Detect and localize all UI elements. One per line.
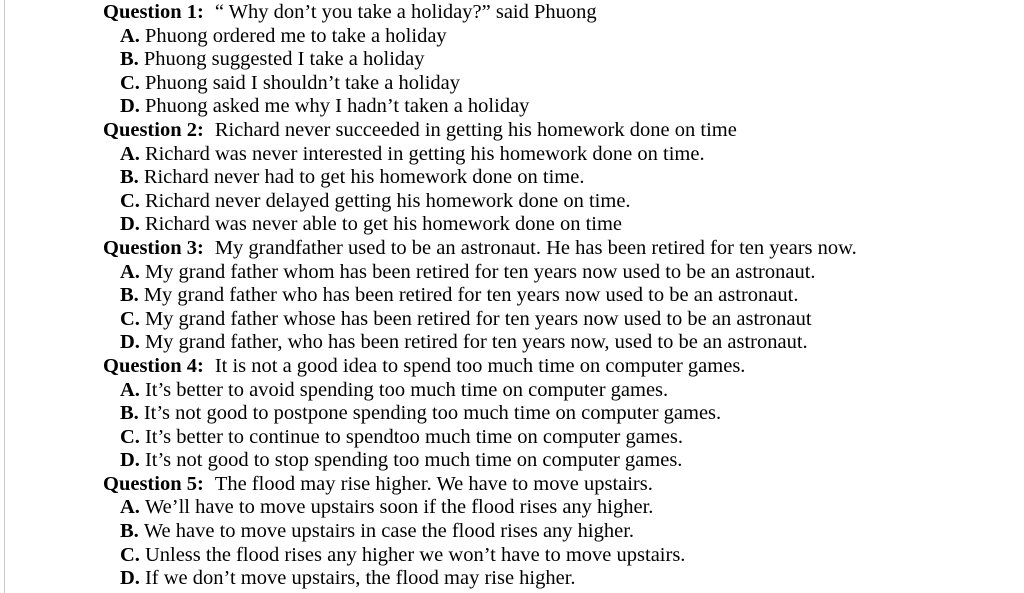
question-4-option-a xyxy=(103,379,1003,403)
option-letter: B. xyxy=(120,520,139,543)
question-1-option-d xyxy=(103,95,1003,119)
option-letter: D. xyxy=(120,213,140,236)
option-text: Richard never had to get his homework done on time. xyxy=(143,166,585,189)
option-letter: B. xyxy=(120,402,139,425)
option-letter: B. xyxy=(120,284,139,307)
question-4-option-c xyxy=(103,426,1003,450)
question-label: Question 2: xyxy=(103,118,204,141)
question-label: Question 5: xyxy=(103,472,204,495)
question-5-option-a xyxy=(103,496,1003,520)
option-letter: D. xyxy=(120,331,140,354)
option-text: If we don’t move upstairs, the flood may rise higher. xyxy=(144,567,576,590)
option-text: Richard was never able to get his homework done on time xyxy=(144,213,623,236)
question-label: Question 4: xyxy=(103,354,204,377)
option-letter: D. xyxy=(120,449,140,472)
option-text: Richard was never interested in getting his homework done on time. xyxy=(144,142,705,165)
option-letter: B. xyxy=(120,48,139,71)
question-5 xyxy=(103,473,1003,497)
option-text: Phuong suggested I take a holiday xyxy=(143,48,425,71)
option-text: We have to move upstairs in case the flood rises any higher. xyxy=(143,520,635,543)
question-4-option-b xyxy=(103,402,1003,426)
question-3-option-a xyxy=(103,261,1003,285)
question-4-option-d xyxy=(103,449,1003,473)
option-letter: B. xyxy=(120,166,139,189)
question-2 xyxy=(103,119,1003,143)
question-5-option-d xyxy=(103,567,1003,591)
option-text: My grand father who has been retired for ten years now used to be an astronaut. xyxy=(143,284,799,307)
option-letter: C. xyxy=(120,307,140,330)
option-text: Phuong asked me why I hadn’t taken a holiday xyxy=(144,95,530,118)
question-1-option-b xyxy=(103,48,1003,72)
option-letter: A. xyxy=(120,24,140,47)
option-text: It’s better to avoid spending too much time on computer games. xyxy=(144,378,669,401)
option-text: My grand father whom has been retired for ten years now used to be an astronaut. xyxy=(144,260,816,283)
question-prompt: “ Why don’t you take a holiday?” said Phuong xyxy=(214,1,597,23)
question-prompt: Richard never succeeded in getting his homework done on time xyxy=(214,118,737,141)
option-letter: D. xyxy=(120,567,140,590)
question-prompt: My grandfather used to be an astronaut. He has been retired for ten years now. xyxy=(214,236,857,259)
question-3 xyxy=(103,237,1003,261)
question-document xyxy=(103,1,1003,591)
option-text: Unless the flood rises any higher we won’t have to move upstairs. xyxy=(144,543,686,566)
option-letter: A. xyxy=(120,378,140,401)
question-3-option-b xyxy=(103,284,1003,308)
option-letter: C. xyxy=(120,189,140,212)
question-label: Question 3: xyxy=(103,236,204,259)
question-label: Question 1: xyxy=(103,1,204,23)
question-4 xyxy=(103,355,1003,379)
question-2-option-c xyxy=(103,190,1003,214)
question-prompt: It is not a good idea to spend too much time on computer games. xyxy=(214,354,746,377)
option-text: It’s not good to stop spending too much time on computer games. xyxy=(144,449,683,472)
option-text: My grand father whose has been retired for ten years now used to be an astronaut xyxy=(144,307,812,330)
option-letter: C. xyxy=(120,71,140,94)
option-text: We’ll have to move upstairs soon if the flood rises any higher. xyxy=(144,496,654,519)
question-1 xyxy=(103,1,1003,25)
option-text: It’s better to continue to spendtoo much time on computer games. xyxy=(144,425,683,448)
question-2-option-b xyxy=(103,166,1003,190)
option-text: It’s not good to postpone spending too much time on computer games. xyxy=(143,402,722,425)
option-letter: A. xyxy=(120,260,140,283)
page-left-edge xyxy=(4,0,5,593)
option-letter: C. xyxy=(120,425,140,448)
question-2-option-a xyxy=(103,143,1003,167)
option-letter: A. xyxy=(120,142,140,165)
option-letter: C. xyxy=(120,543,140,566)
option-text: My grand father, who has been retired for ten years now, used to be an astronaut. xyxy=(144,331,808,354)
option-letter: D. xyxy=(120,95,140,118)
question-3-option-c xyxy=(103,308,1003,332)
question-5-option-c xyxy=(103,544,1003,568)
question-1-option-a xyxy=(103,25,1003,49)
question-3-option-d xyxy=(103,331,1003,355)
question-1-option-c xyxy=(103,72,1003,96)
option-text: Phuong said I shouldn’t take a holiday xyxy=(144,71,460,94)
question-5-option-b xyxy=(103,520,1003,544)
option-text: Richard never delayed getting his homework done on time. xyxy=(144,189,631,212)
question-2-option-d xyxy=(103,213,1003,237)
option-text: Phuong ordered me to take a holiday xyxy=(144,24,447,47)
question-prompt: The flood may rise higher. We have to move upstairs. xyxy=(214,472,653,495)
option-letter: A. xyxy=(120,496,140,519)
